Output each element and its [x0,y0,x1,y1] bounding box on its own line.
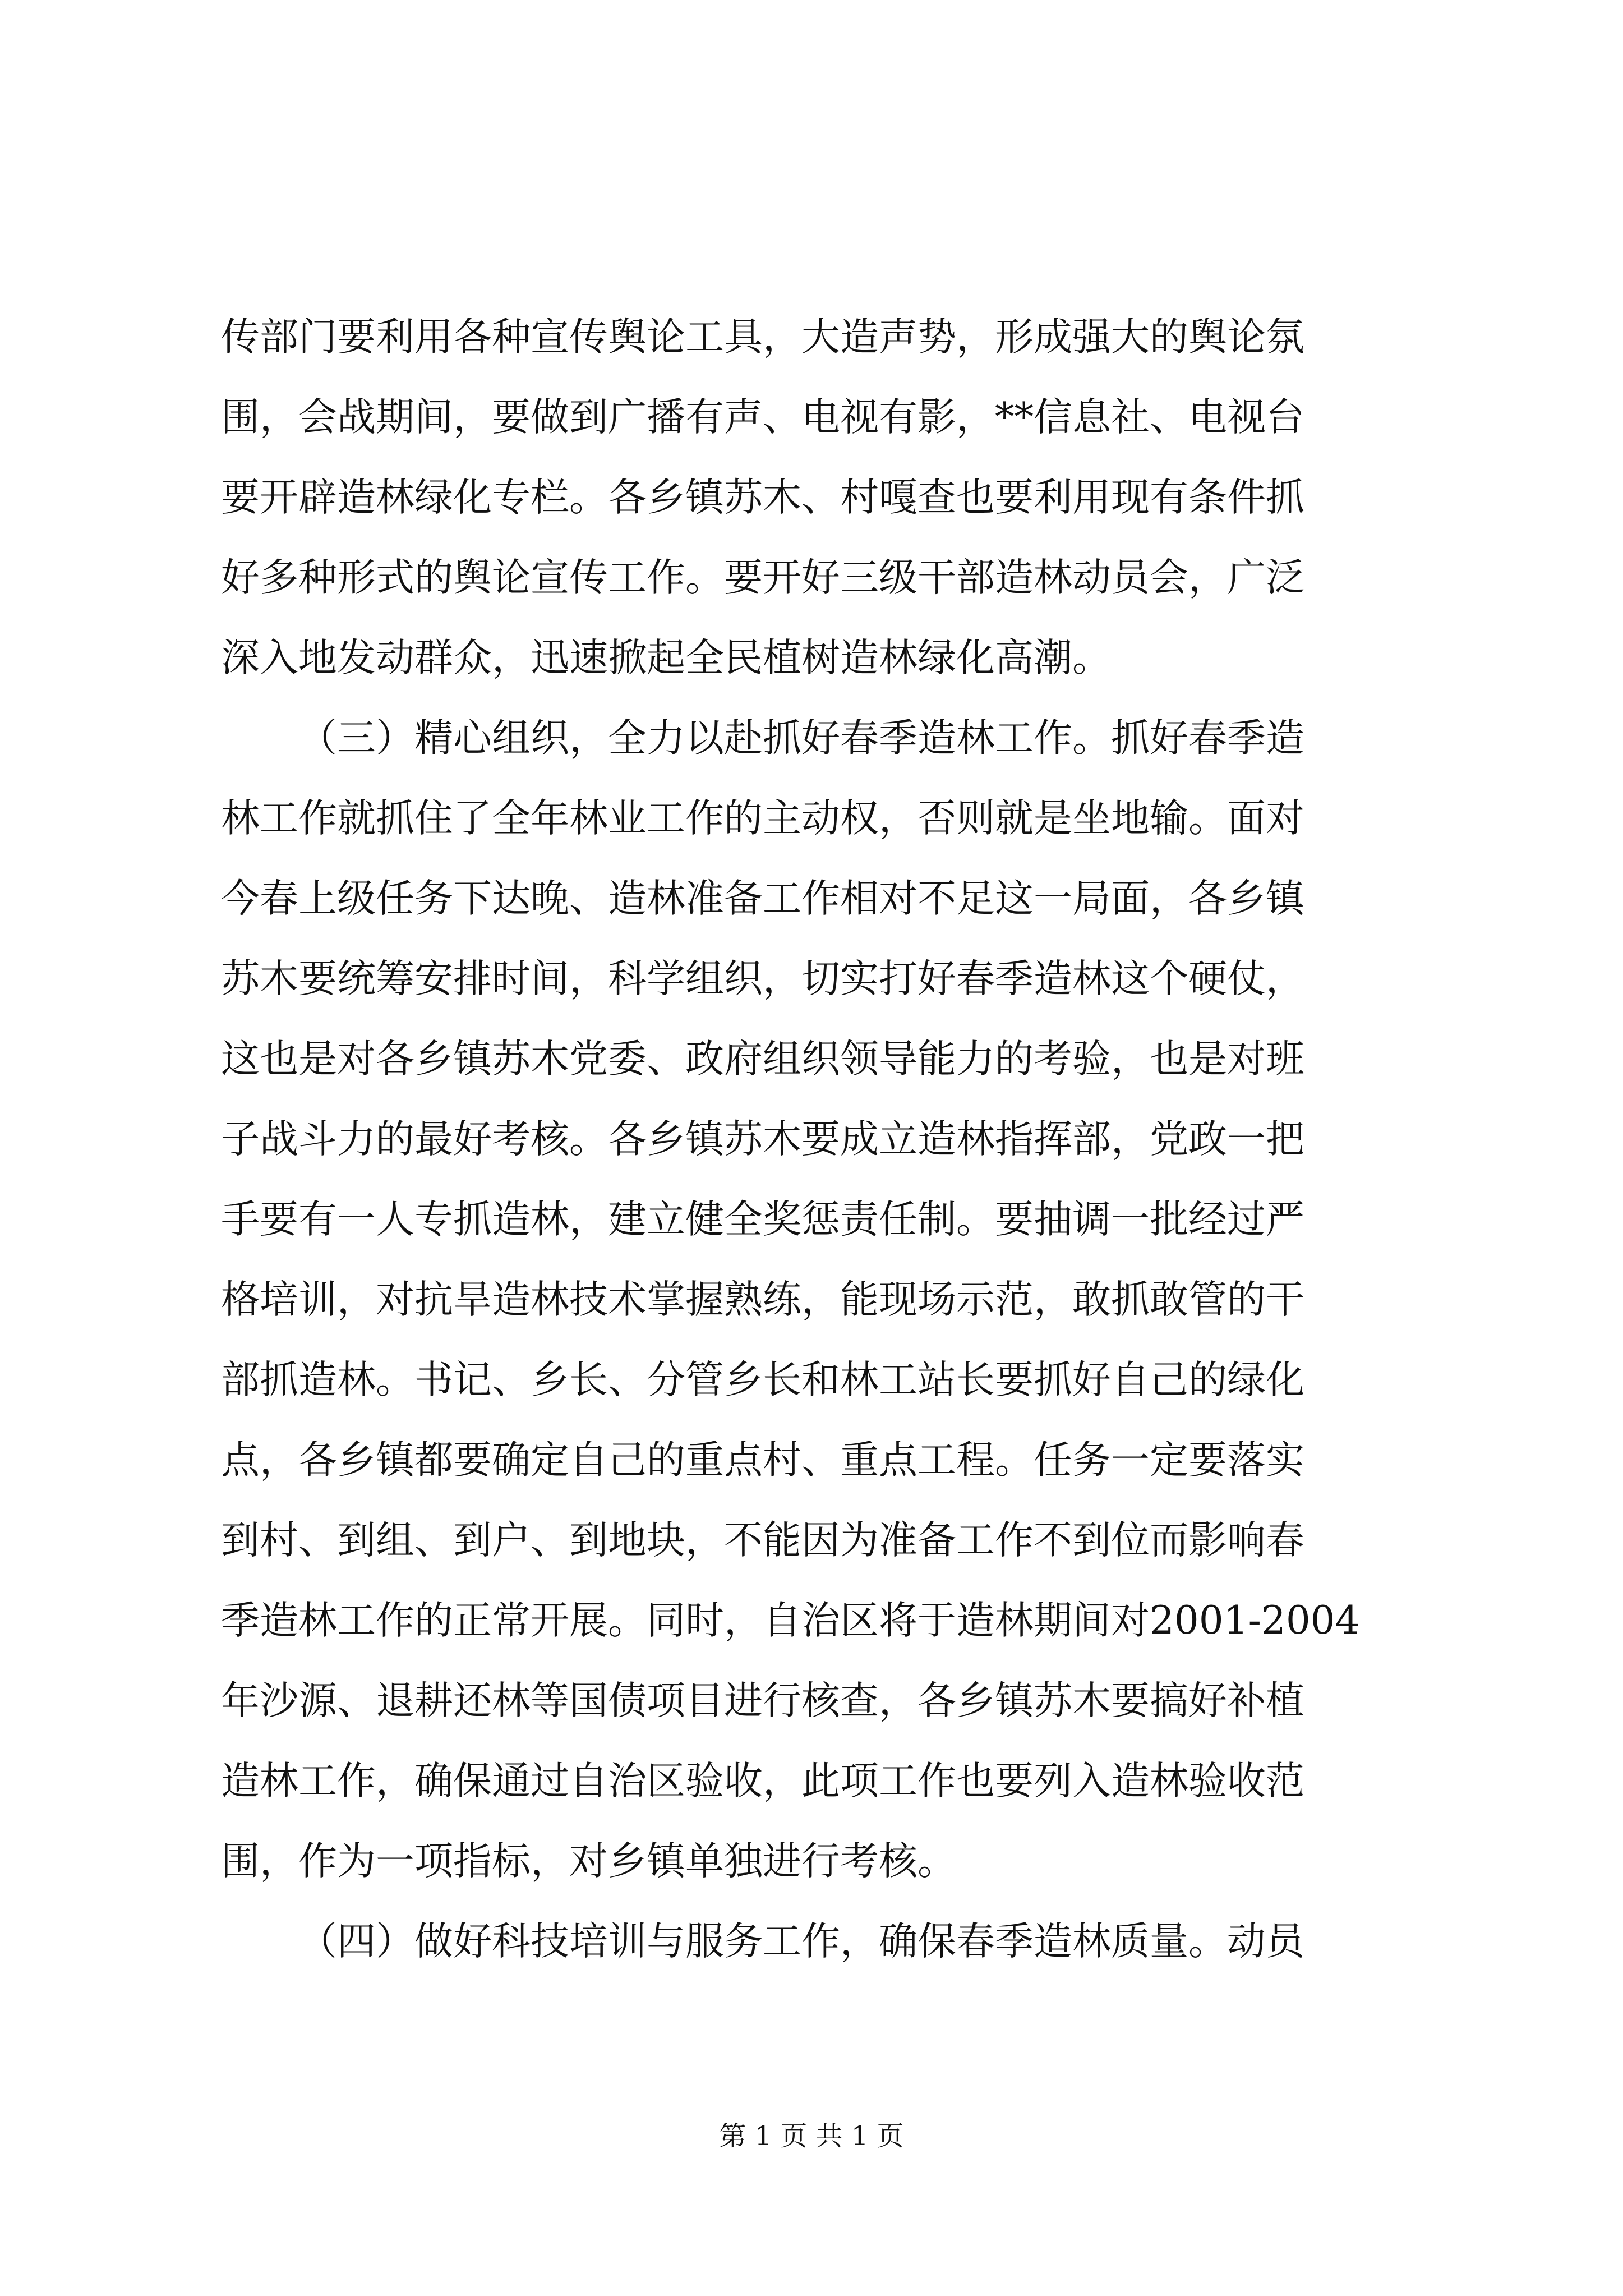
paragraph-line: 子战斗力的最好考核。各乡镇苏木要成立造林指挥部，党政一把 [221,1117,1304,1162]
paragraph-line: 点，各乡镇都要确定自己的重点村、重点工程。任务一定要落实 [221,1438,1304,1483]
section-four-first-line: （四）做好科技培训与服务工作，确保春季造林质量。动员 [298,1919,1304,1964]
paragraph-line: 要开辟造林绿化专栏。各乡镇苏木、村嘎查也要利用现有条件抓 [221,475,1304,520]
paragraph-line: 造林工作，确保通过自治区验收，此项工作也要列入造林验收范 [221,1759,1304,1803]
paragraph-line: 手要有一人专抓造林，建立健全奖惩责任制。要抽调一批经过严 [221,1197,1304,1242]
paragraph-line: 部抓造林。书记、乡长、分管乡长和林工站长要抓好自己的绿化 [221,1358,1304,1402]
paragraph-line: 围，会战期间，要做到广播有声、电视有影，**信息社、电视台 [221,395,1304,440]
paragraph-line: 围，作为一项指标，对乡镇单独进行考核。 [221,1839,956,1884]
paragraph-line: 年沙源、退耕还林等国债项目进行核查，各乡镇苏木要搞好补植 [221,1678,1304,1723]
paragraph-line: 苏木要统筹安排时间，科学组织，切实打好春季造林这个硬仗， [221,956,1304,1001]
paragraph-line: 林工作就抓住了全年林业工作的主动权，否则就是坐地输。面对 [221,796,1304,841]
document-body [221,297,1404,1982]
paragraph-line: 好多种形式的舆论宣传工作。要开好三级干部造林动员会，广泛 [221,555,1304,600]
paragraph-line: 深入地发动群众，迅速掀起全民植树造林绿化高潮。 [221,636,1111,680]
paragraph-line: 今春上级任务下达晚、造林准备工作相对不足这一局面，各乡镇 [221,876,1304,921]
paragraph-line: 传部门要利用各种宣传舆论工具，大造声势，形成强大的舆论氛 [221,315,1304,360]
paragraph-line: 格培训，对抗旱造林技术掌握熟练，能现场示范，敢抓敢管的干 [221,1277,1304,1322]
paragraph-line: 这也是对各乡镇苏木党委、政府组织领导能力的考验，也是对班 [221,1037,1304,1082]
paragraph-line: 季造林工作的正常开展。同时，自治区将于造林期间对2001-2004 [221,1598,1360,1643]
section-three-first-line: （三）精心组织，全力以赴抓好春季造林工作。抓好春季造 [298,716,1304,761]
paragraph-line: 到村、到组、到户、到地块，不能因为准备工作不到位而影响春 [221,1518,1304,1563]
page-number-footer: 第 1 页 共 1 页 [719,2120,904,2152]
